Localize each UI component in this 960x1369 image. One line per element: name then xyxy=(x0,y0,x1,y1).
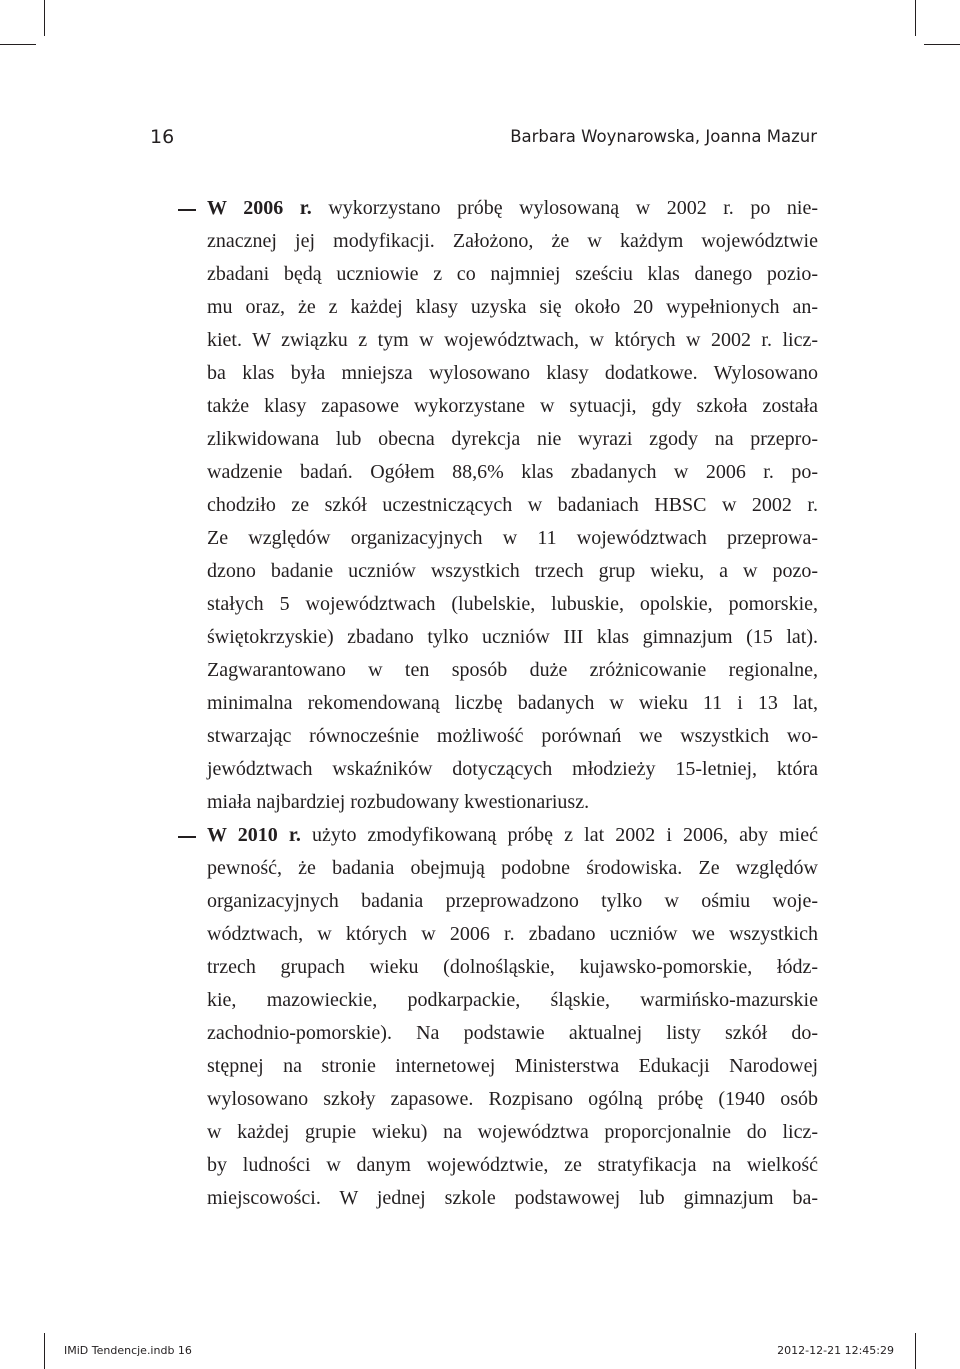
text-line: stępnej na stronie internetowej Ministerstwa Edukacji Narodowej xyxy=(207,1055,818,1077)
text-line: ba klas była mniejsza wylosowano klasy dodatkowe. Wylosowano xyxy=(207,362,818,384)
text-line: chodziło ze szkół uczestniczących w badaniach HBSC w 2002 r. xyxy=(207,494,818,516)
text-line: minimalna rekomendowaną liczbę badanych w wieku 11 i 13 lat, xyxy=(207,692,818,714)
text-line: trzech grupach wieku (dolnośląskie, kujawsko-pomorskie, łódz- xyxy=(207,956,818,978)
crop-mark xyxy=(44,1333,45,1369)
text-line: świętokrzyskie) zbadano tylko uczniów III klas gimnazjum (15 lat). xyxy=(207,626,818,648)
text-line: jewództwach wskaźników dotyczących młodzieży 15-letniej, która xyxy=(207,758,818,780)
text-line: stałych 5 województwach (lubelskie, lubuskie, opolskie, pomorskie, xyxy=(207,593,818,615)
text-line: wadzenie badań. Ogółem 88,6% klas zbadanych w 2006 r. po- xyxy=(207,461,818,483)
text-line: w każdej grupie wieku) na województwa proporcjonalnie do licz- xyxy=(207,1121,818,1143)
text-line: wództwach, w których w 2006 r. zbadano uczniów we wszystkich xyxy=(207,923,818,945)
list-dash xyxy=(178,836,196,838)
text-line: także klasy zapasowe wykorzystane w sytuacji, gdy szkoła została xyxy=(207,395,818,417)
list-dash xyxy=(178,209,196,211)
text-line: zlikwidowana lub obecna dyrekcja nie wyrazi zgody na przepro- xyxy=(207,428,818,450)
text-line: zachodnio-pomorskie). Na podstawie aktualnej listy szkół do- xyxy=(207,1022,818,1044)
crop-mark xyxy=(915,1333,916,1369)
paragraph xyxy=(207,819,818,1215)
text-line xyxy=(207,192,818,225)
year-lead: W 2006 r. xyxy=(207,197,312,219)
text-line: kie, mazowieckie, podkarpackie, śląskie, warmińsko-mazurskie xyxy=(207,989,818,1011)
text-line: miała najbardziej rozbudowany kwestionariusz. xyxy=(207,791,590,813)
page-header xyxy=(150,126,817,156)
paragraph xyxy=(207,192,818,819)
text-line: Ze względów organizacyjnych w 11 województwach przeprowa- xyxy=(207,527,818,549)
footer-timestamp: 2012-12-21 12:45:29 xyxy=(777,1344,894,1357)
text-line: kiet. W związku z tym w województwach, w których w 2002 r. licz- xyxy=(207,329,818,351)
text-line: mu oraz, że z każdej klasy uzyska się około 20 wypełnionych an- xyxy=(207,296,818,318)
year-lead: W 2010 r. xyxy=(207,824,301,846)
text-line: wylosowano szkoły zapasowe. Rozpisano ogólną próbę (1940 osób xyxy=(207,1088,818,1110)
text-line xyxy=(207,819,818,852)
text-line: miejscowości. W jednej szkole podstawowej lub gimnazjum ba- xyxy=(207,1187,818,1209)
crop-mark xyxy=(924,44,960,45)
text-segment: wykorzystano próbę wylosowaną w 2002 r. po nie- xyxy=(311,197,818,219)
crop-mark xyxy=(44,0,45,36)
crop-mark xyxy=(0,44,36,45)
page-number: 16 xyxy=(150,126,175,148)
text-line: zbadani będą uczniowie z co najmniej sześciu klas danego pozio- xyxy=(207,263,818,285)
text-line: stwarzając równocześnie możliwość porównań we wszystkich wo- xyxy=(207,725,818,747)
text-line: Zagwarantowano w ten sposób duże zróżnicowanie regionalne, xyxy=(207,659,818,681)
text-segment: użyto zmodyfikowaną próbę z lat 2002 i 2006, aby mieć xyxy=(300,824,818,846)
text-line: znacznej jej modyfikacji. Założono, że w każdym województwie xyxy=(207,230,818,252)
text-line: by ludności w danym województwie, ze stratyfikacja na wielkość xyxy=(207,1154,818,1176)
footer-file: IMiD Tendencje.indb 16 xyxy=(64,1344,192,1357)
running-head: Barbara Woynarowska, Joanna Mazur xyxy=(510,127,817,146)
crop-mark xyxy=(915,0,916,36)
text-line: dzono badanie uczniów wszystkich trzech grup wieku, a w pozo- xyxy=(207,560,818,582)
text-line: organizacyjnych badania przeprowadzono tylko w ośmiu woje- xyxy=(207,890,818,912)
text-line: pewność, że badania obejmują podobne środowiska. Ze względów xyxy=(207,857,818,879)
